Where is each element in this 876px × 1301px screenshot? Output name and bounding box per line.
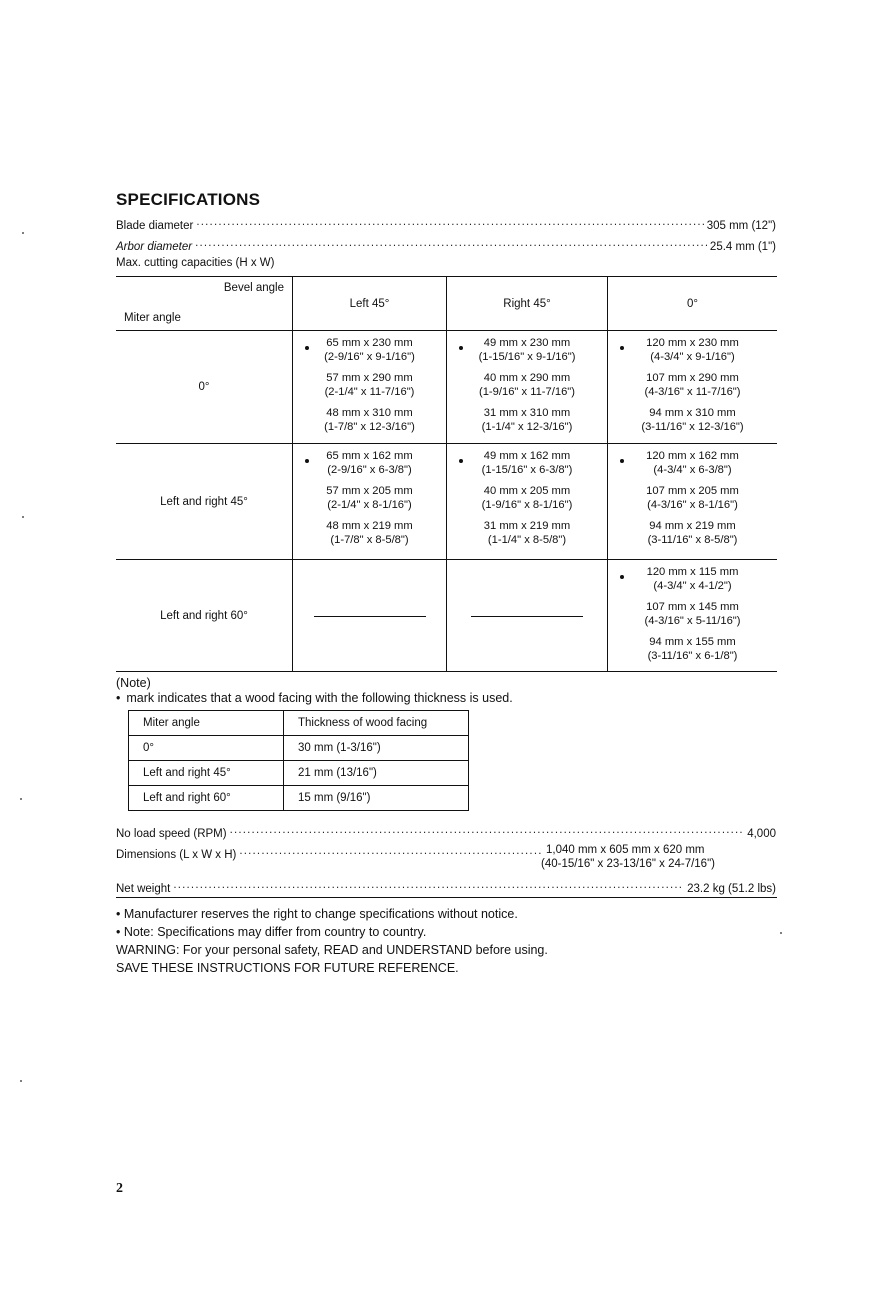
metric-value: 65 mm x 162 mm xyxy=(326,450,413,462)
table-row xyxy=(129,711,469,736)
miter-angle-cell xyxy=(116,331,292,443)
corner-header xyxy=(116,277,292,330)
note-label: (Note) xyxy=(116,676,151,690)
imperial-value: (1-9/16" x 8-1/16") xyxy=(481,498,573,511)
spec-value: 23.2 kg (51.2 lbs) xyxy=(687,883,776,895)
capacity-entry xyxy=(608,601,777,628)
metric-value: 94 mm x 219 mm xyxy=(649,520,736,532)
spec-label: Arbor diameter xyxy=(116,241,193,253)
imperial-value: (3-11/16" x 12-3/16") xyxy=(641,420,744,433)
metric-value: 120 mm x 230 mm xyxy=(646,337,739,349)
leader-dots xyxy=(239,844,543,858)
metric-value: 49 mm x 162 mm xyxy=(483,450,571,462)
capacity-entry xyxy=(608,485,777,512)
miter-angle-label: Left and right 60° xyxy=(160,609,248,622)
table-cell: 21 mm (13/16") xyxy=(284,761,469,786)
scan-speck xyxy=(780,932,782,934)
capacity-entry xyxy=(293,485,446,512)
capacity-entry xyxy=(293,520,446,547)
capacity-entry xyxy=(608,372,777,399)
imperial-value: (4-3/4" x 6-3/8") xyxy=(653,463,732,476)
metric-value: 31 mm x 310 mm xyxy=(483,407,571,419)
capacity-entry xyxy=(608,566,777,593)
imperial-value: (4-3/16" x 11-7/16") xyxy=(644,385,741,398)
table-cell: 0° xyxy=(129,736,284,761)
capacity-values xyxy=(447,444,607,547)
imperial-value: (1-9/16" x 11-7/16") xyxy=(478,385,576,398)
capacity-cell xyxy=(607,444,777,559)
capacity-entry xyxy=(608,337,777,364)
capacity-entry xyxy=(447,485,607,512)
capacity-values xyxy=(608,331,777,434)
capacity-values xyxy=(447,331,607,434)
wood-facing-dot-icon xyxy=(620,459,624,463)
table-header-cell: Miter angle xyxy=(129,711,284,736)
metric-value: 120 mm x 162 mm xyxy=(646,450,739,462)
imperial-value: (4-3/4" x 9-1/16") xyxy=(650,350,735,363)
capacity-entry xyxy=(293,450,446,477)
table-row xyxy=(116,443,777,559)
metric-value: 49 mm x 230 mm xyxy=(483,337,571,349)
scan-speck xyxy=(22,232,24,234)
capacity-values xyxy=(293,444,446,547)
imperial-value: (1-7/8" x 8-5/8") xyxy=(330,533,409,546)
spec-value: 4,000 xyxy=(747,828,776,840)
capacity-entry xyxy=(608,636,777,663)
table-row xyxy=(129,786,469,811)
spec-label: No load speed (RPM) xyxy=(116,828,227,840)
not-applicable-dash xyxy=(471,616,583,617)
capacity-cell xyxy=(446,331,607,443)
not-applicable-dash xyxy=(314,616,426,617)
capacity-entry xyxy=(447,520,607,547)
miter-angle-header: Miter angle xyxy=(124,312,181,324)
capacity-entry xyxy=(608,520,777,547)
imperial-value: (2-9/16" x 6-3/8") xyxy=(327,463,412,476)
column-header-0: 0° xyxy=(607,277,777,330)
miter-angle-cell xyxy=(116,444,292,559)
imperial-value: (2-1/4" x 8-1/16") xyxy=(327,498,412,511)
table-cell: 15 mm (9/16") xyxy=(284,786,469,811)
capacity-entry xyxy=(608,450,777,477)
imperial-value: (3-11/16" x 8-5/8") xyxy=(647,533,738,546)
spec-value: 25.4 mm (1") xyxy=(709,241,776,253)
spec-value: 1,040 mm x 605 mm x 620 mm xyxy=(546,844,705,856)
imperial-value: (1-1/4" x 8-5/8") xyxy=(487,533,567,546)
spec-arbor-diameter xyxy=(116,236,776,254)
table-row xyxy=(116,559,777,671)
bevel-angle-header: Bevel angle xyxy=(223,282,284,294)
imperial-value: (2-9/16" x 9-1/16") xyxy=(324,350,415,363)
table-cell: 30 mm (1-3/16") xyxy=(284,736,469,761)
spec-label: Blade diameter xyxy=(116,220,194,232)
column-header-right-45: Right 45° xyxy=(446,277,607,330)
metric-value: 57 mm x 205 mm xyxy=(326,485,413,497)
cutting-capacity-table xyxy=(116,276,777,672)
wood-facing-dot-icon xyxy=(620,346,624,350)
metric-value: 107 mm x 145 mm xyxy=(646,601,739,613)
imperial-value: (4-3/4" x 4-1/2") xyxy=(653,579,732,592)
leader-dots xyxy=(195,236,707,250)
column-header-left-45: Left 45° xyxy=(292,277,446,330)
spec-net-weight xyxy=(116,878,776,896)
miter-angle-cell xyxy=(116,560,292,671)
max-cutting-label: Max. cutting capacities (H x W) xyxy=(116,257,275,269)
imperial-value: (1-15/16" x 9-1/16") xyxy=(478,350,576,363)
note-text: mark indicates that a wood facing with the following thickness is used. xyxy=(126,691,513,705)
capacity-cell xyxy=(446,560,607,671)
metric-value: 40 mm x 205 mm xyxy=(483,485,571,497)
bullet-icon: • xyxy=(116,691,121,705)
metric-value: 57 mm x 290 mm xyxy=(326,372,413,384)
table-cell: Left and right 60° xyxy=(129,786,284,811)
spec-dimensions xyxy=(116,844,546,862)
leader-dots xyxy=(230,823,745,837)
footer-bullet-2: • Note: Specifications may differ from country to country. xyxy=(116,925,427,939)
capacity-entry xyxy=(447,372,607,399)
metric-value: 65 mm x 230 mm xyxy=(326,337,413,349)
capacity-cell xyxy=(446,444,607,559)
capacity-values xyxy=(608,444,777,547)
capacity-cell xyxy=(607,331,777,443)
metric-value: 31 mm x 219 mm xyxy=(483,520,571,532)
capacity-cell xyxy=(292,444,446,559)
wood-facing-dot-icon xyxy=(620,575,624,579)
table-row xyxy=(116,330,777,443)
imperial-value: (1-15/16" x 6-3/8") xyxy=(481,463,573,476)
spec-value-imperial: (40-15/16" x 23-13/16" x 24-7/16") xyxy=(541,858,715,870)
capacity-values xyxy=(293,331,446,434)
spec-no-load-speed xyxy=(116,823,776,841)
footer-bullet-1: • Manufacturer reserves the right to change specifications without notice. xyxy=(116,907,518,921)
capacity-entry xyxy=(447,407,607,434)
scan-speck xyxy=(20,1080,22,1082)
metric-value: 48 mm x 219 mm xyxy=(326,520,413,532)
spec-label: Dimensions (L x W x H) xyxy=(116,849,237,861)
capacity-cell xyxy=(607,560,777,671)
miter-angle-label: 0° xyxy=(198,381,210,393)
capacity-entry xyxy=(293,372,446,399)
scan-speck xyxy=(20,798,22,800)
table-header-row xyxy=(116,277,777,330)
wood-facing-dot-icon xyxy=(305,346,309,350)
table-cell: Left and right 45° xyxy=(129,761,284,786)
metric-value: 107 mm x 290 mm xyxy=(646,372,739,384)
page-number: 2 xyxy=(116,1181,123,1196)
capacity-entry xyxy=(447,450,607,477)
imperial-value: (4-3/16" x 5-11/16") xyxy=(644,614,741,627)
metric-value: 94 mm x 310 mm xyxy=(649,407,736,419)
capacity-cell xyxy=(292,331,446,443)
capacity-cell xyxy=(292,560,446,671)
imperial-value: (2-1/4" x 11-7/16") xyxy=(324,385,415,398)
wood-facing-dot-icon xyxy=(459,459,463,463)
warning-text: WARNING: For your personal safety, READ and UNDERSTAND before using. xyxy=(116,943,548,957)
metric-value: 40 mm x 290 mm xyxy=(483,372,571,384)
capacity-entry xyxy=(293,337,446,364)
table-row xyxy=(129,761,469,786)
capacity-entry xyxy=(608,407,777,434)
page-title: SPECIFICATIONS xyxy=(116,190,261,209)
table-row xyxy=(129,736,469,761)
spec-blade-diameter xyxy=(116,215,776,233)
metric-value: 107 mm x 205 mm xyxy=(646,485,739,497)
wood-facing-dot-icon xyxy=(305,459,309,463)
miter-angle-label: Left and right 45° xyxy=(160,495,248,508)
imperial-value: (1-1/4" x 12-3/16") xyxy=(481,420,573,433)
imperial-value: (1-7/8" x 12-3/16") xyxy=(324,420,415,433)
capacity-entry xyxy=(447,337,607,364)
divider xyxy=(116,897,777,898)
metric-value: 94 mm x 155 mm xyxy=(649,636,736,648)
spec-label: Net weight xyxy=(116,883,171,895)
table-header-cell: Thickness of wood facing xyxy=(284,711,469,736)
metric-value: 48 mm x 310 mm xyxy=(326,407,413,419)
scan-speck xyxy=(22,516,24,518)
metric-value: 120 mm x 115 mm xyxy=(646,566,739,578)
wood-facing-dot-icon xyxy=(459,346,463,350)
capacity-entry xyxy=(293,407,446,434)
leader-dots xyxy=(173,878,684,892)
capacity-values xyxy=(608,560,777,663)
spec-value: 305 mm (12") xyxy=(706,220,776,232)
save-instructions-text: SAVE THESE INSTRUCTIONS FOR FUTURE REFERENCE. xyxy=(116,961,459,975)
imperial-value: (3-11/16" x 6-1/8") xyxy=(647,649,738,662)
wood-facing-table xyxy=(128,710,469,811)
note-text-line xyxy=(116,691,513,705)
imperial-value: (4-3/16" x 8-1/16") xyxy=(647,498,738,511)
leader-dots xyxy=(196,215,703,229)
